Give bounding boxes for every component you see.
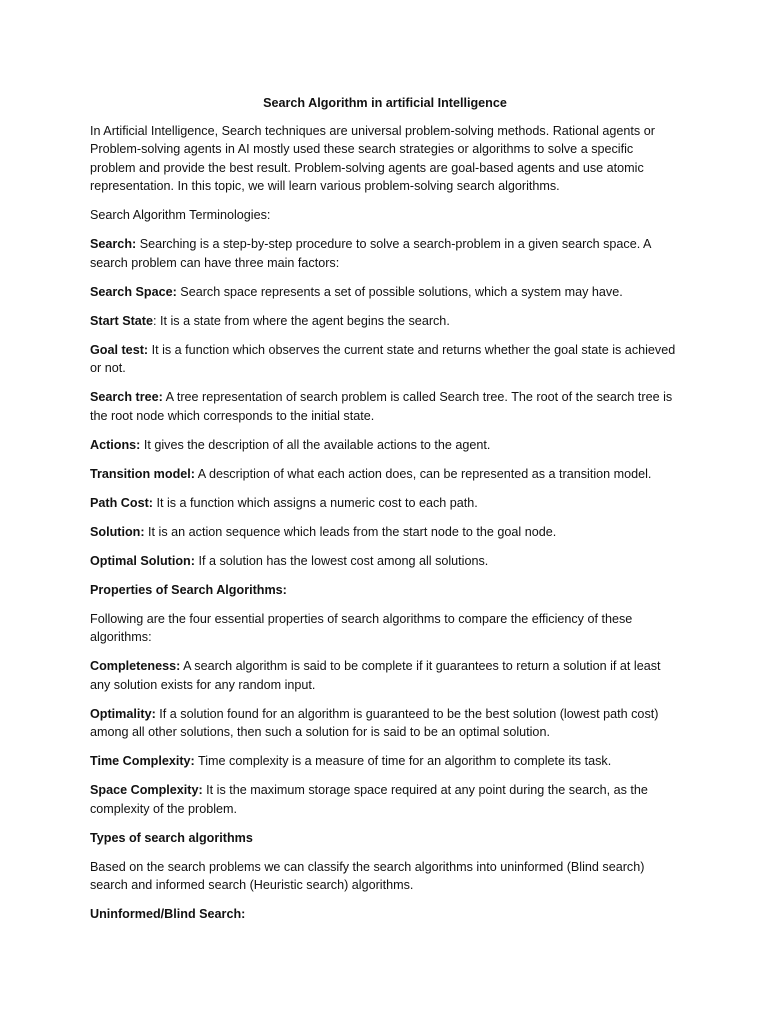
property-definition: If a solution found for an algorithm is guaranteed to be the best solution (lowest path cost) among all other solutions, then such a solution for is said to be an optimal solution. bbox=[90, 706, 659, 739]
term-definition: A description of what each action does, can be represented as a transition model. bbox=[194, 466, 652, 481]
term-label: Start State bbox=[90, 313, 153, 328]
types-heading: Types of search algorithms bbox=[90, 830, 253, 845]
property-optimality bbox=[90, 705, 680, 742]
term-label: Goal test: bbox=[90, 342, 149, 357]
term-search bbox=[90, 235, 680, 272]
properties-heading: Properties of Search Algorithms: bbox=[90, 582, 287, 597]
uninformed-heading: Uninformed/Blind Search: bbox=[90, 907, 246, 921]
term-label: Search Space: bbox=[90, 284, 177, 299]
term-definition: It gives the description of all the available actions to the agent. bbox=[140, 437, 491, 452]
term-definition: A tree representation of search problem is called Search tree. The root of the search tree is the root node which corresponds to the initial state. bbox=[90, 390, 673, 423]
term-definition: It is an action sequence which leads from the start node to the goal node. bbox=[144, 524, 557, 539]
term-label: Search tree: bbox=[90, 390, 163, 404]
property-completeness bbox=[90, 657, 680, 694]
term-label: Transition model: bbox=[90, 466, 195, 481]
term-label: Optimal Solution: bbox=[90, 553, 195, 568]
term-definition: If a solution has the lowest cost among all solutions. bbox=[194, 553, 489, 568]
property-definition: It is the maximum storage space required at any point during the search, as the complexity of the problem. bbox=[90, 783, 648, 816]
property-definition: Time complexity is a measure of time for an algorithm to complete its task. bbox=[194, 754, 612, 768]
term-label: Actions: bbox=[90, 437, 141, 452]
property-label: Space Complexity: bbox=[90, 783, 203, 797]
term-solution bbox=[90, 523, 680, 542]
terminologies-heading: Search Algorithm Terminologies: bbox=[90, 208, 271, 222]
property-definition: A search algorithm is said to be complete if it guarantees to return a solution if at least any solution exists for any random input. bbox=[90, 659, 661, 692]
types-intro: Based on the search problems we can classify the search algorithms into uninformed (Blind search) search and informed search (Heuristic search) algorithms. bbox=[90, 859, 645, 892]
term-definition: : It is a state from where the agent begins the search. bbox=[153, 313, 450, 328]
term-definition: It is a function which assigns a numeric cost to each path. bbox=[152, 495, 478, 510]
term-optimal-solution bbox=[90, 552, 680, 571]
term-goal-test bbox=[90, 341, 680, 378]
term-label: Search: bbox=[90, 237, 137, 251]
intro-paragraph: In Artificial Intelligence, Search techniques are universal problem-solving methods. Rational agents or Problem-solving agents in AI mostly used these search strategies or algorithms to solve a specific problem and provide the best result. Problem-solving agents are goal-based agents and use atomic representation. In this topic, we will learn various problem-solving search algorithms. bbox=[90, 123, 655, 193]
term-definition: Search space represents a set of possible solutions, which a system may have. bbox=[176, 284, 623, 299]
property-space-complexity bbox=[90, 781, 680, 818]
term-search-tree bbox=[90, 388, 680, 425]
property-label: Time Complexity: bbox=[90, 754, 195, 768]
properties-intro: Following are the four essential properties of search algorithms to compare the efficiency of these algorithms: bbox=[90, 611, 633, 644]
term-start-state bbox=[90, 312, 680, 331]
term-actions bbox=[90, 436, 680, 455]
term-transition-model bbox=[90, 465, 680, 484]
document-title: Search Algorithm in artificial Intelligence bbox=[263, 96, 507, 110]
property-label: Optimality: bbox=[90, 706, 156, 721]
term-definition: It is a function which observes the current state and returns whether the goal state is achieved or not. bbox=[90, 342, 676, 375]
term-search-space bbox=[90, 283, 680, 302]
term-label: Path Cost: bbox=[90, 495, 153, 510]
term-definition: Searching is a step-by-step procedure to solve a search-problem in a given search space. A search problem can have three main factors: bbox=[90, 237, 651, 270]
property-time-complexity bbox=[90, 752, 680, 771]
property-label: Completeness: bbox=[90, 659, 181, 673]
term-label: Solution: bbox=[90, 524, 145, 539]
term-path-cost bbox=[90, 494, 680, 513]
